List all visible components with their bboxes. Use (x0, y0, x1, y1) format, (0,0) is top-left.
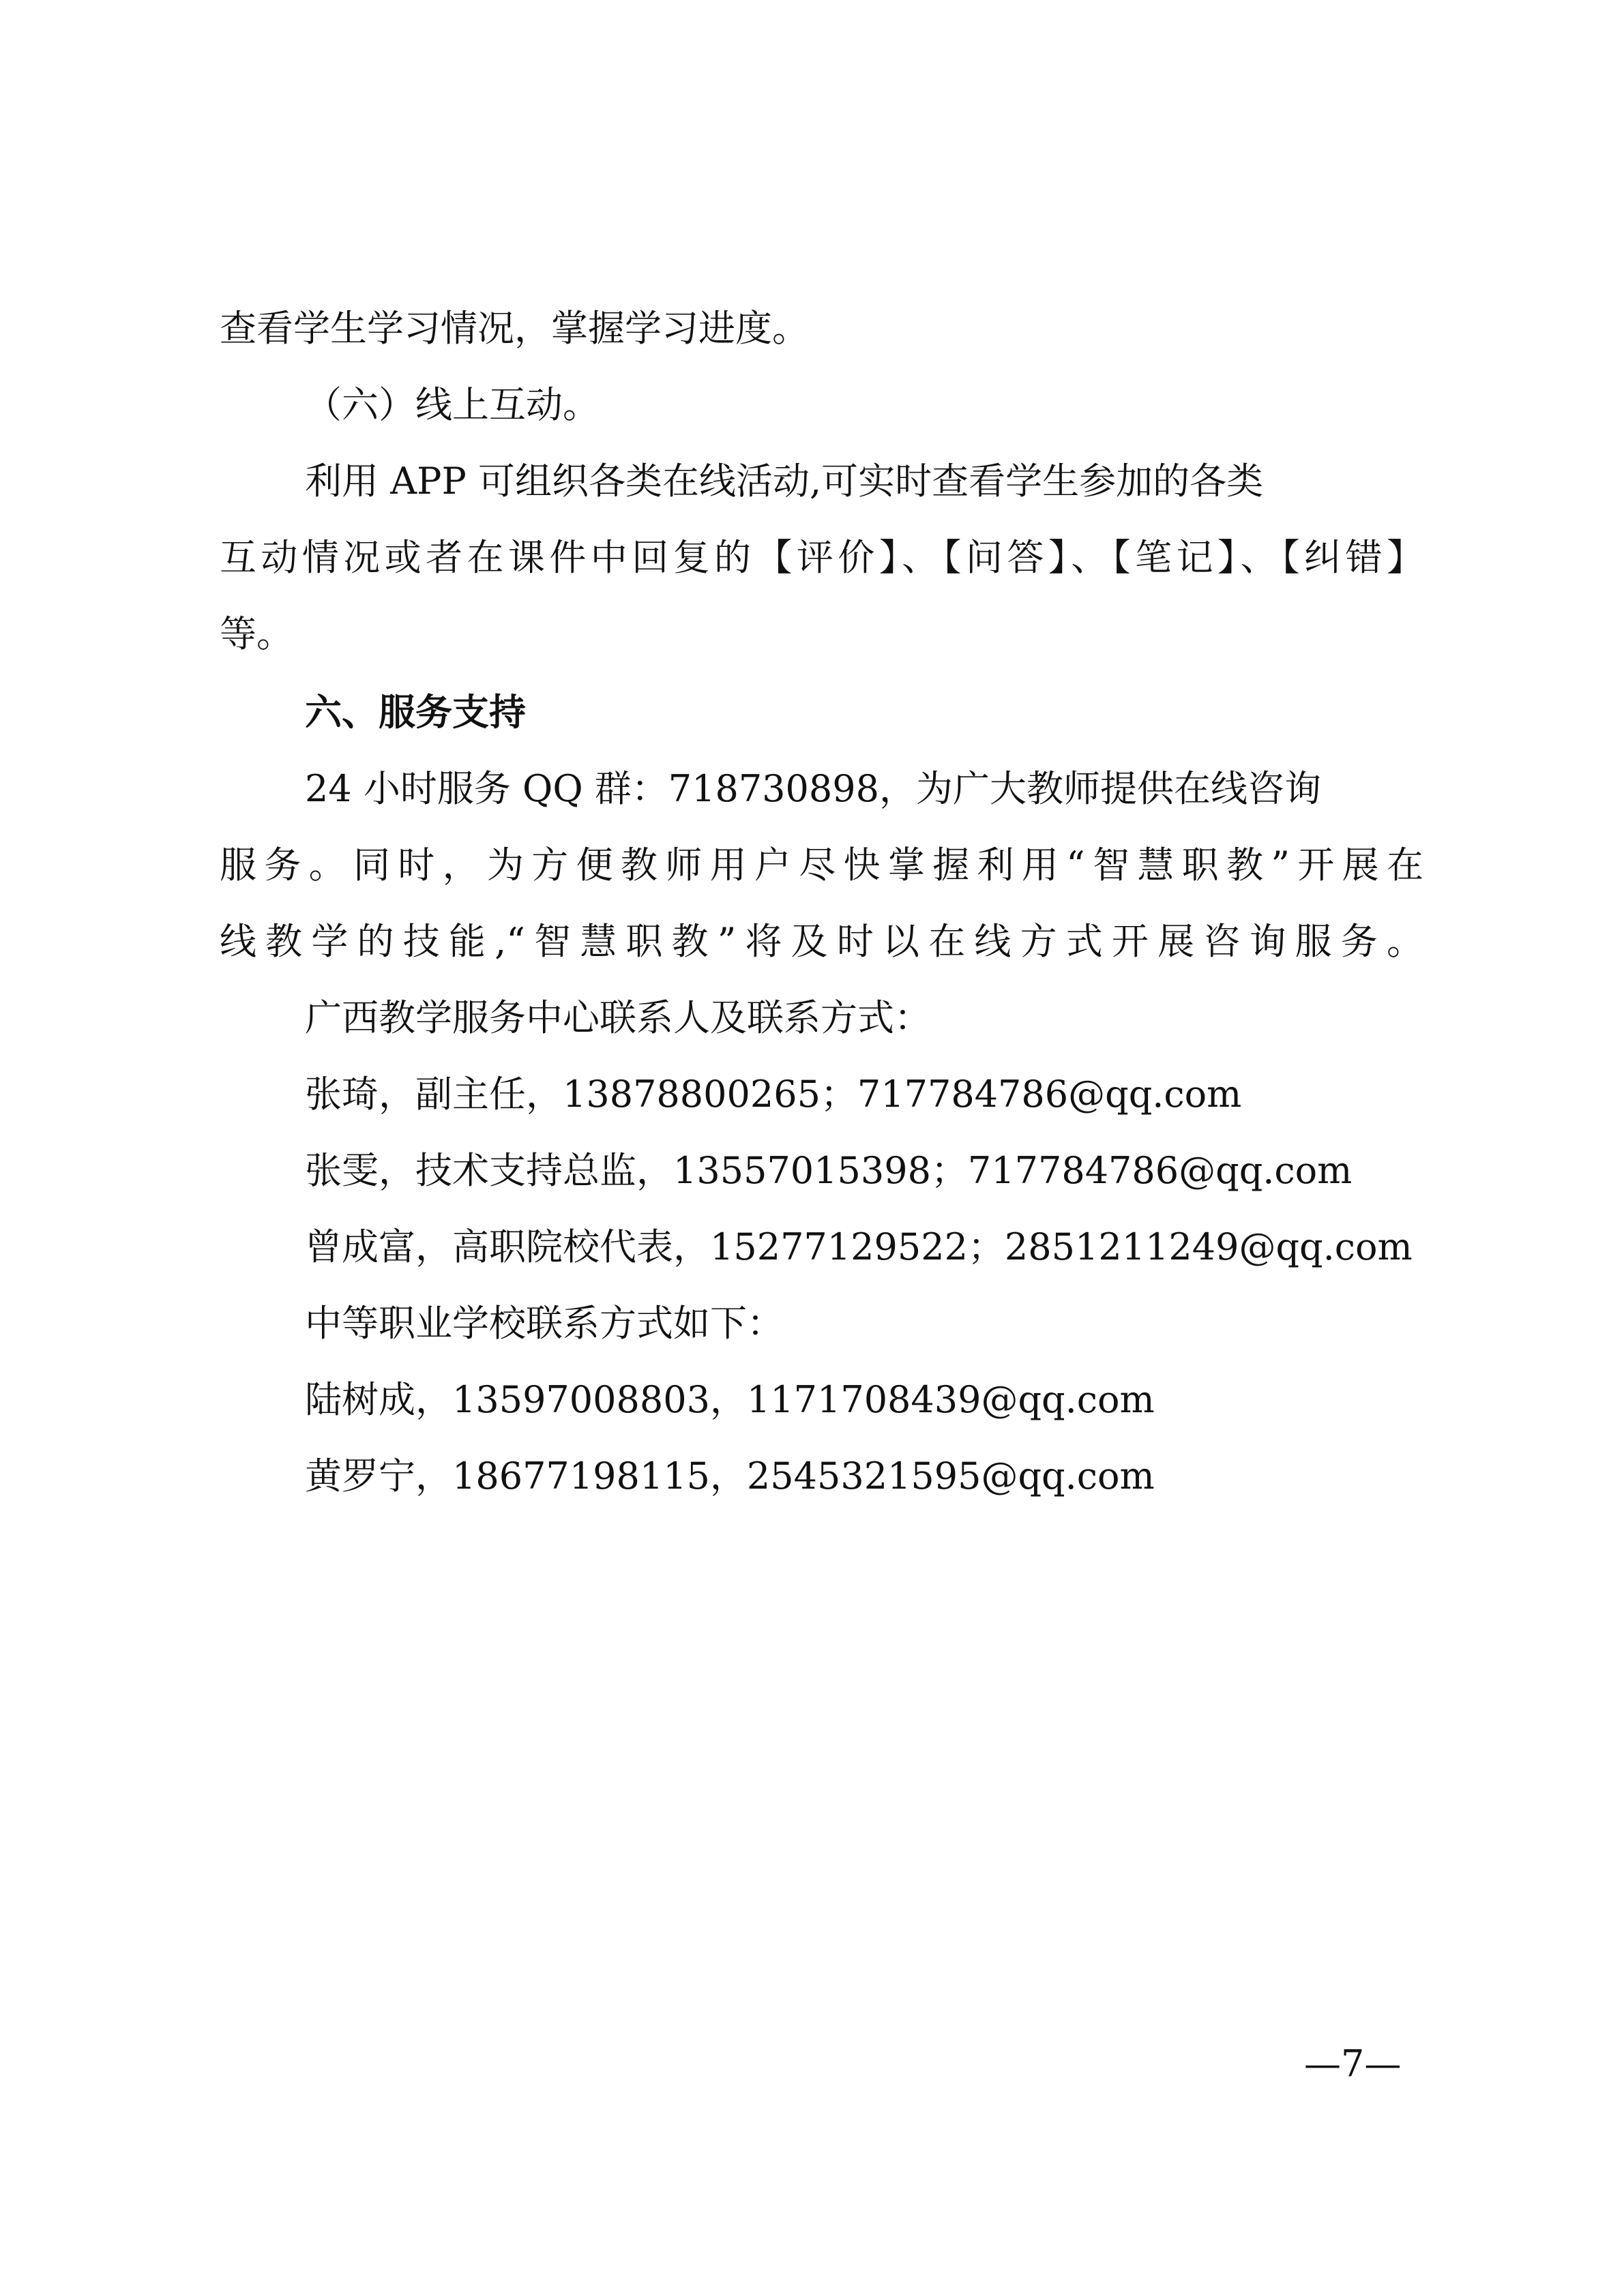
contact-line: 曾成富，高职院校代表，15277129522；2851211249@qq.com (305, 1225, 1413, 1268)
contact-intro: 广西教学服务中心联系人及联系方式： (305, 996, 931, 1039)
paragraph-line: 查看学生学习情况，掌握学习进度。 (220, 307, 809, 350)
contact-line: 陆树成，13597008803，1171708439@qq.com (305, 1378, 1155, 1421)
paragraph-line: 利用 APP 可组织各类在线活动,可实时查看学生参加的各类 (305, 460, 1264, 503)
page-number: —7— (1304, 2042, 1402, 2085)
paragraph-line: 24 小时服务 QQ 群：718730898，为广大教师提供在线咨询 (305, 767, 1321, 810)
contact-line: 张雯，技术支持总监，13557015398；717784786@qq.com (305, 1149, 1353, 1192)
paragraph-line: 线教学的技能,“智慧职教”将及时以在线方式开展咨询服务。 (220, 920, 1423, 963)
section-heading: 六、服务支持 (305, 691, 526, 734)
contact-line: 黄罗宁，18677198115，2545321595@qq.com (305, 1455, 1155, 1497)
subsection-title: （六）线上互动。 (305, 383, 600, 426)
paragraph-line: 互动情况或者在课件中回复的【评价】、【问答】、【笔记】、【纠错】 (220, 536, 1423, 579)
paragraph-line: 服务。同时，为方便教师用户尽快掌握利用“智慧职教”开展在 (220, 844, 1423, 886)
contact-line: 张琦，副主任，13878800265；717784786@qq.com (305, 1073, 1242, 1116)
paragraph-line: 等。 (220, 612, 293, 655)
secondary-intro: 中等职业学校联系方式如下： (305, 1302, 784, 1345)
